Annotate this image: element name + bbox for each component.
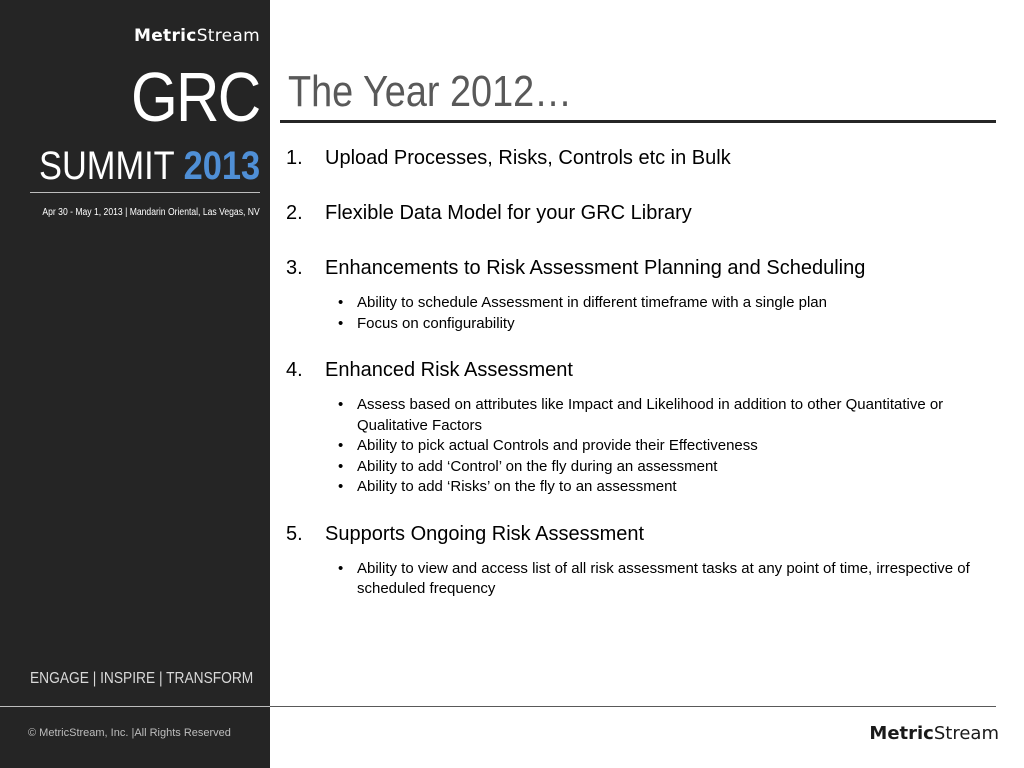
footer-logo-bold: Metric bbox=[869, 723, 934, 744]
list-item-line bbox=[286, 145, 986, 171]
tagline: ENGAGE | INSPIRE | TRANSFORM bbox=[30, 670, 254, 687]
sub-bullet-list bbox=[338, 395, 986, 498]
list-item-text: Enhanced Risk Assessment bbox=[325, 359, 573, 381]
list-item bbox=[286, 145, 986, 171]
list-item-text: Upload Processes, Risks, Controls etc in Bulk bbox=[325, 147, 731, 169]
sub-bullet: • Ability to add ‘Risks’ on the fly to an assessment bbox=[338, 477, 986, 498]
metricstream-logo bbox=[134, 26, 260, 46]
list-item-line bbox=[286, 357, 986, 383]
list-item-text: Enhancements to Risk Assessment Planning and Scheduling bbox=[325, 257, 866, 279]
logo-regular-part: Stream bbox=[196, 26, 260, 46]
sub-bullet: • Focus on configurability bbox=[338, 314, 986, 335]
footer-logo bbox=[869, 723, 999, 744]
summit-label: SUMMIT bbox=[38, 144, 174, 188]
sub-bullet-list bbox=[338, 559, 986, 600]
list-item-number: 4. bbox=[286, 359, 303, 381]
sub-bullet-list bbox=[338, 293, 986, 334]
list-item bbox=[286, 200, 986, 226]
list-item-line bbox=[286, 255, 986, 281]
sidebar-bottom-divider bbox=[0, 706, 270, 707]
sub-bullet: • Ability to add ‘Control’ on the fly during an assessment bbox=[338, 457, 986, 478]
title-underline bbox=[280, 120, 996, 123]
list-item-line bbox=[286, 200, 986, 226]
sidebar-divider bbox=[30, 192, 260, 193]
copyright-notice: © MetricStream, Inc. |All Rights Reserved bbox=[28, 727, 231, 739]
slide-content bbox=[286, 145, 986, 600]
item-spacer bbox=[286, 171, 986, 200]
list-item-line bbox=[286, 521, 986, 547]
item-spacer bbox=[286, 498, 986, 521]
event-details: Apr 30 - May 1, 2013 | Mandarin Oriental, Las Vegas, NV bbox=[42, 207, 260, 218]
summit-year: 2013 bbox=[183, 144, 260, 188]
list-item-number: 3. bbox=[286, 257, 303, 279]
slide-title: The Year 2012… bbox=[288, 67, 573, 116]
sidebar bbox=[0, 0, 270, 768]
logo-bold-part: Metric bbox=[134, 26, 197, 46]
sub-bullet: • Ability to schedule Assessment in different timeframe with a single plan bbox=[338, 293, 986, 314]
list-item bbox=[286, 357, 986, 498]
sub-bullet: • Ability to pick actual Controls and provide their Effectiveness bbox=[338, 436, 986, 457]
event-name: GRC bbox=[131, 58, 260, 136]
list-item-text: Flexible Data Model for your GRC Library bbox=[325, 202, 692, 224]
list-item bbox=[286, 521, 986, 600]
list-item-number: 2. bbox=[286, 202, 303, 224]
list-item-number: 5. bbox=[286, 522, 303, 545]
footer-divider bbox=[270, 706, 996, 707]
sub-bullet: • Assess based on attributes like Impact and Likelihood in addition to other Quantitative or Qualitative Factors bbox=[338, 395, 986, 436]
summit-heading bbox=[39, 144, 260, 188]
sub-bullet: • Ability to view and access list of all risk assessment tasks at any point of time, irrespective of scheduled frequency bbox=[338, 559, 986, 600]
list-item bbox=[286, 255, 986, 334]
list-item-text: Supports Ongoing Risk Assessment bbox=[325, 522, 645, 545]
footer-logo-regular: Stream bbox=[933, 723, 999, 744]
item-spacer bbox=[286, 334, 986, 357]
list-item-number: 1. bbox=[286, 147, 303, 169]
item-spacer bbox=[286, 226, 986, 255]
